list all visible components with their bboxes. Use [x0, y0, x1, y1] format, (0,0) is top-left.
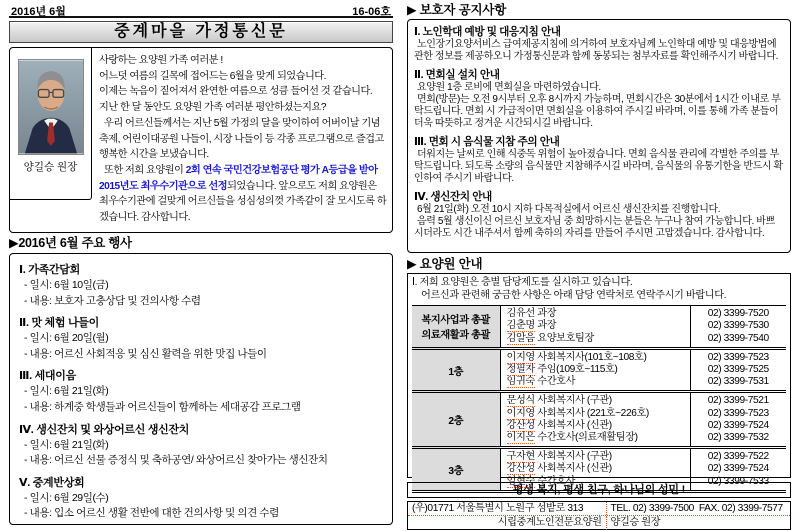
contact-person: 강산성 사회복지사 (신관): [506, 463, 612, 475]
contact-role-label: 2층: [448, 416, 464, 428]
contact-table-row: [412, 348, 786, 392]
event-detail-line: - 일시: 6월 21일(화): [24, 438, 109, 451]
notice-item: [414, 24, 784, 64]
contact-person: 김춘명 과장: [506, 320, 557, 332]
greeting-line: 지난 한 달 동안도 요양원 가족 여러분 평안하셨는지요?: [99, 102, 326, 114]
contact-person-name: 강산성: [506, 419, 535, 431]
guide-box: [407, 273, 791, 487]
footer-address: (우)01771 서울특별시 노원구 섬밭로 313: [408, 502, 607, 515]
contact-table-row: [412, 392, 786, 448]
contact-person: 구자현 사회복지사 (구관): [506, 451, 612, 463]
contact-phone: 02) 3399-7531: [707, 376, 769, 388]
contact-person-name: 김춘명: [506, 320, 535, 332]
event-detail-line: - 일시: 6월 20일(월): [24, 332, 109, 345]
greeting-box: [9, 47, 393, 233]
event-item: [19, 314, 383, 361]
event-detail-line: - 일시: 6월 29일(수): [24, 491, 109, 504]
newsletter-title: 중계마을 가정통신문: [9, 21, 393, 43]
award-highlight-text: 2회 연속 국민건강보험공단 평가 A등급을 받아 2015년도 최우수기관으로 선정: [99, 164, 378, 192]
notice-paragraph: 면회(방문)는 오전 9시부터 오후 8시까지 가능하며, 면회시간은 30분에서 1시간 이내로 부탁드립니다. 면회 시 가급적이면 면회실을 이용하여 주시길 바라며, 이를 통해 가족 분들이 더욱 따뜻하고 정겨운 시간되시길 바랍니다.: [414, 93, 781, 130]
masthead: [9, 3, 393, 18]
contact-person: 김알음 요양보호팀장: [506, 332, 594, 344]
contact-person: 임현숙 수간호사: [506, 475, 576, 487]
footer-director: 양길승 원장: [610, 517, 661, 528]
contact-phones-cell: [690, 306, 786, 349]
contact-person: 이지영 사회복지사(101호~108호): [506, 351, 647, 363]
event-detail-line: - 내용: 입소 어르신 생활 전반에 대한 건의사항 및 의견 수렴: [24, 507, 279, 520]
footer-organization: 시립중계노인전문요양원: [408, 516, 607, 530]
contact-person-name: 이지영: [506, 407, 535, 419]
notice-paragraph: 음력 5월 생신이신 어르신 보호자님 중 희망하시는 분들은 누구나 참여 가능합니다. 바쁘시더라도 시간 내주셔서 함께 축하의 자리를 만들어 주시면 고맙겠습니다. 감사합니다.: [414, 215, 775, 240]
notice-title: Ⅲ. 면회 시 음식물 지참 주의 안내: [414, 135, 560, 148]
contact-person-name: 이지영: [506, 351, 535, 363]
issue-date: 2016년 6월: [11, 6, 66, 18]
notice-paragraph: 6월 21일(화) 오전 10시 지하 다목적실에서 어르신 생신잔치를 진행합니다.: [417, 203, 721, 215]
footer-row-contact: [408, 502, 790, 516]
contact-role-cell: [412, 348, 500, 392]
contact-role-cell: [412, 306, 500, 349]
contact-person: 이지영 사회복지사 (221호~226호): [506, 407, 649, 419]
event-title: Ⅲ. 세대이음: [19, 370, 76, 383]
director-photo-cell: [10, 48, 92, 200]
greeting-line: 사랑하는 요양원 가족 여러분 !: [99, 55, 223, 66]
event-title: Ⅱ. 맛 체험 나들이: [19, 317, 99, 330]
greeting-text: [92, 48, 392, 232]
event-detail-line: - 일시: 6월 21일(화): [24, 385, 109, 398]
footer-tel-fax: [607, 502, 790, 515]
contact-phones-cell: [690, 392, 786, 448]
contact-table: [412, 305, 786, 493]
contact-person: 김유선 과장: [506, 308, 557, 320]
footer-row-org: [408, 516, 790, 530]
contact-phone: 02) 3399-7523: [707, 407, 769, 419]
event-item: [19, 261, 383, 308]
event-item: [19, 367, 383, 414]
slogan-banner: 평생 복지, 평생 친구, 하나님의 성민 !: [407, 482, 791, 498]
guide-intro: [412, 277, 786, 302]
contact-phone: 02) 3399-7521: [707, 395, 769, 407]
contact-phone: 02) 3399-7525: [707, 364, 769, 375]
director-portrait-image: [18, 59, 84, 155]
greeting-line: 이제는 녹음이 짙어져서 완연한 여름으로 성큼 들어선 것 같습니다.: [99, 86, 373, 98]
greeting-para2-pre: 또한 저희 요양원이: [104, 164, 186, 176]
notices-list: [414, 24, 784, 241]
guide-intro-line-1: Ⅰ. 저희 요양원은 층별 담당제도를 실시하고 있습니다.: [412, 277, 633, 288]
event-item: [19, 421, 383, 468]
event-title: Ⅰ. 가족간담회: [19, 264, 80, 276]
contact-person-name: 이지은: [506, 432, 535, 444]
footer-box: [407, 501, 791, 530]
notice-title: Ⅳ. 생신잔치 안내: [414, 190, 492, 203]
event-detail-line: - 내용: 어르신 선물 증정식 및 축하공연/ 와상어르신 찾아가는 생신잔치: [24, 454, 328, 467]
contact-names-cell: [500, 348, 690, 392]
contact-person-name: 강산성: [506, 463, 535, 475]
contact-names-cell: [500, 392, 690, 448]
issue-number: 16-06호: [352, 6, 391, 18]
contact-person-name: 임현숙: [506, 475, 535, 487]
contact-person-name: 임귀숙: [506, 376, 535, 388]
notice-paragraph: 더워지는 날씨로 인해 식중독 위험이 높아졌습니다. 면회 음식물 관리에 각별한 주의를 부탁드립니다. 되도록 소량의 음식물만 지참해주시길 바라며, 음식물의 유통기한을 반드시 확인하여 주시기 바랍니다.: [414, 148, 783, 185]
notices-box: [407, 19, 791, 253]
event-title: Ⅳ. 생신잔치 및 와상어르신 생신잔치: [19, 423, 190, 436]
greeting-line: 어느덧 여름의 길목에 접어드는 6월을 맞게 되었습니다.: [99, 70, 326, 82]
notices-heading: ▶ 보호자 공지사항: [407, 3, 507, 17]
notice-item: [414, 67, 784, 131]
contact-person: 강산성 사회복지사 (신관): [506, 419, 612, 431]
contact-person: 문성식 사회복지사 (구관): [506, 395, 612, 407]
footer-tel: TEL. 02) 3399-7500: [610, 503, 694, 514]
contact-table-body: [412, 306, 786, 492]
guide-heading: ▶ 요양원 안내: [407, 257, 483, 271]
event-item: [19, 474, 383, 521]
event-detail-line: - 내용: 하계중 학생들과 어르신들이 함께하는 세대공감 프로그램: [24, 400, 301, 413]
events-list: [19, 261, 383, 521]
contact-phone: 02) 3399-7522: [707, 451, 769, 463]
events-heading: ▶2016년 6월 주요 행사: [9, 236, 132, 250]
contact-phone: 02) 3399-7523: [707, 351, 769, 363]
contact-role-label: 3층: [448, 466, 464, 478]
contact-person-name: 정필자: [506, 364, 535, 375]
guide-intro-line-2: 어르신과 관련해 궁금한 사항은 아래 담당 연락처로 연락주시기 바랍니다.: [421, 289, 727, 301]
contact-person: 정필자 주임(109호~115호): [506, 364, 618, 375]
contact-person-name: 문성식: [506, 395, 535, 407]
greeting-paragraph-1: 우리 어르신들께서는 지난 5월 가정의 달을 맞이하여 어버이날 기념축제, 어린이대공원 나들이, 시장 나들이 등 각종 프로그램으로 즐겁고 행복한 시간을 보냈습니다.: [99, 117, 384, 161]
contact-phone: 02) 3399-7524: [707, 463, 769, 475]
contact-phone: 02) 3399-7540: [707, 332, 769, 344]
contact-names-cell: [500, 306, 690, 349]
event-detail-line: - 내용: 어르신 사회적응 및 심신 활력을 위한 맛집 나들이: [24, 347, 267, 360]
event-title: Ⅴ. 중계반상회: [19, 476, 85, 489]
contact-phone: 02) 3399-7520: [707, 308, 769, 320]
notice-item: [414, 189, 784, 241]
event-detail-line: - 내용: 보호자 고충상담 및 건의사항 수렴: [24, 294, 201, 307]
contact-role-label: 1층: [448, 366, 464, 378]
notice-paragraph: 노인장기요양서비스 급여제공지침에 의거하여 보호자님께 노인학대 예방 및 대응방법에 관한 정보를 제공하오니 가정통신문과 함께 동봉되는 첨부자료를 확인해주시기 바랍니다.: [414, 39, 779, 63]
events-box: [9, 253, 393, 525]
contact-phone: 02) 3399-7524: [707, 419, 769, 431]
greeting-para2-post: 되었습니다. 앞으로도 저희 요양원은 최우수기관에 걸맞게 어르신들을 성심성의껏 가족같이 잘 모시도록 하겠습니다. 감사합니다.: [99, 180, 387, 224]
contact-phone: 02) 3399-7532: [707, 432, 769, 444]
contact-role-label: 의료재활과 총괄: [421, 330, 491, 342]
contact-role-label: 복지사업과 총괄: [421, 315, 491, 327]
greeting-lines: [99, 53, 388, 116]
footer-fax: FAX. 02) 3399-7577: [698, 503, 783, 514]
event-detail-line: - 일시: 6월 10일(금): [24, 279, 109, 291]
contact-table-row: [412, 306, 786, 349]
contact-phones-cell: [690, 348, 786, 392]
notice-item: [414, 134, 784, 186]
contact-role-cell: [412, 392, 500, 448]
contact-phone: 02) 3399-7533: [707, 475, 769, 487]
greeting-paragraph-2: [99, 163, 388, 226]
contact-phone: 02) 3399-7530: [707, 320, 769, 332]
contact-person: 이지은 수간호사(의료재활팀장): [506, 432, 638, 444]
contact-person: 임귀숙 수간호사: [506, 376, 576, 388]
right-column: [400, 0, 800, 531]
contact-person-name: 김알음: [506, 332, 535, 344]
notice-title: Ⅰ. 노인학대 예방 및 대응지침 안내: [414, 26, 561, 38]
contact-person-name: 김유선: [506, 308, 535, 320]
notice-paragraph: 요양원 1층 로비에 면회실을 마련하였습니다.: [417, 81, 601, 93]
notice-title: Ⅱ. 면회실 설치 안내: [414, 68, 500, 81]
contact-person-name: 구자현: [506, 451, 535, 463]
director-photo-caption: 양길승 원장: [23, 161, 78, 173]
